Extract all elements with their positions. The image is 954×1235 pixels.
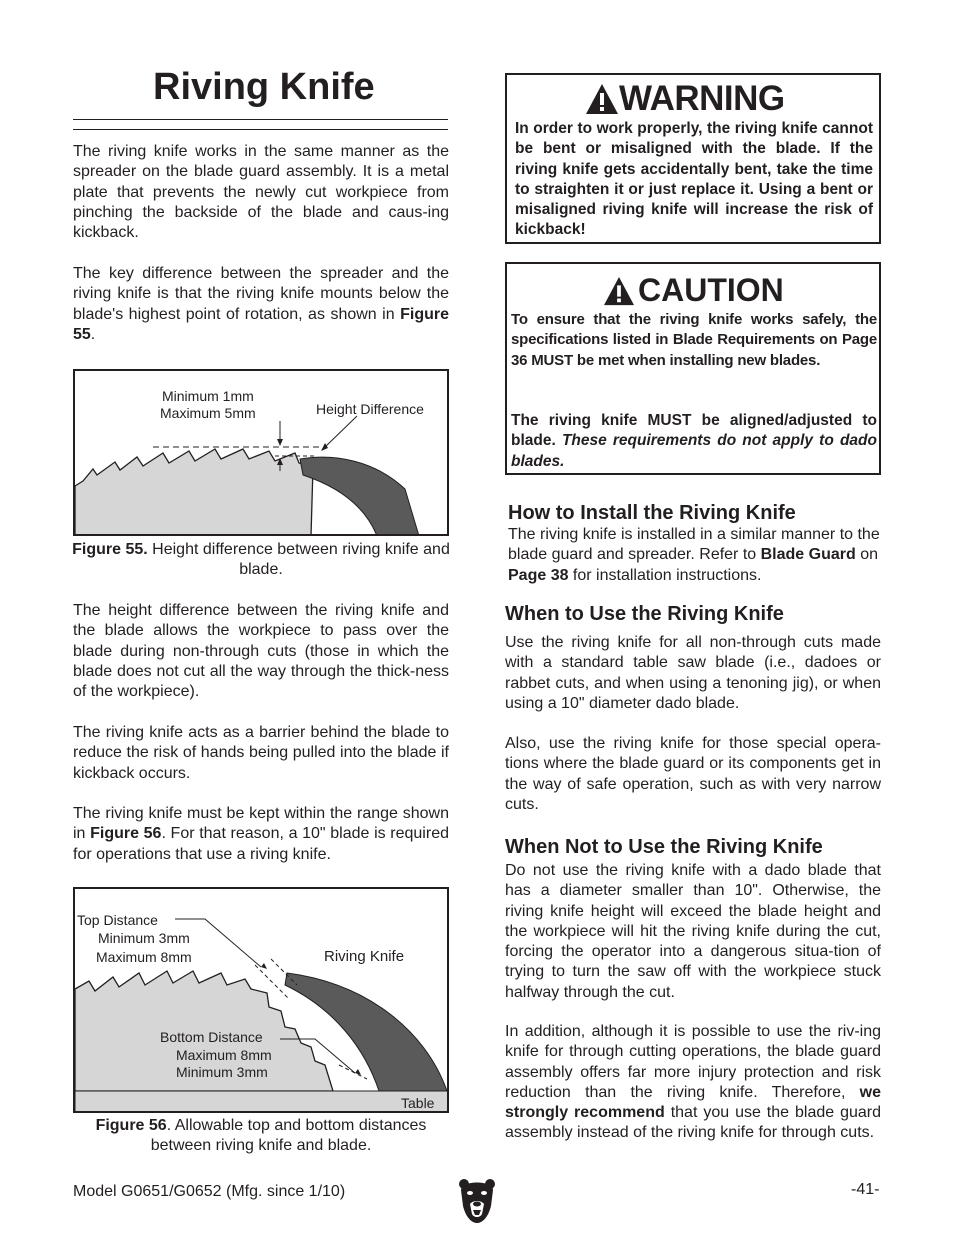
paragraph-when-not-1: Do not use the riving knife with a dado blade that has a diameter smaller than 10". Otherwise, the riving knife height will exceed the blade height and the workpiece will hit the riving knife during the cut, forcing the operator into a dangerous situa-tion of trying to turn the saw off with the workpiece stuck halfway through the cut. <box>505 862 881 1001</box>
arrow-down-icon <box>277 439 283 446</box>
label-maximum-5mm: Maximum 5mm <box>160 405 256 421</box>
label-bottom-maximum: Maximum 8mm <box>176 1047 272 1063</box>
warning-text: In order to work properly, the riving knife cannot be bent or misaligned with the blade. If the riving knife gets accidentally bent, take the time to straighten it or just replace it. Using a bent or misaligned riving knife will increase the risk of kickback! <box>515 120 873 239</box>
dashed-line-bottom <box>339 1065 367 1079</box>
label-top-distance: Top Distance <box>77 912 158 928</box>
leader-line-height <box>323 416 357 449</box>
label-top-minimum: Minimum 3mm <box>98 930 190 946</box>
caution-text-2: The riving knife MUST be aligned/adjusted to blade. These requirements do not apply to dado blades. <box>511 412 877 470</box>
caution-heading: CAUTION <box>603 272 784 309</box>
label-bottom-distance: Bottom Distance <box>160 1029 263 1045</box>
figure-55-reference: Figure 55 <box>73 305 449 343</box>
paragraph-key-difference: The key difference between the spreader and the riving knife is that the riving knife mounts below the blade's highest point of rotation, as shown in Figure 55. <box>73 265 449 343</box>
label-top-maximum: Maximum 8mm <box>96 949 192 965</box>
paragraph-height-difference: The height difference between the riving knife and the blade allows the workpiece to pass over the blade during non-through cuts (those in which the blade does not cut all the way through the thick-ness of the workpiece). <box>73 602 449 701</box>
figure-55 <box>73 369 449 536</box>
title-rule-top <box>73 119 448 120</box>
footer-model: Model G0651/G0652 (Mfg. since 1/10) <box>73 1183 346 1200</box>
label-riving-knife: Riving Knife <box>324 948 405 965</box>
paragraph-intro: The riving knife works in the same manner as the spreader on the blade guard assembly. It is a metal plate that prevents the newly cut workpiece from pinching the backside of the blade and caus-ing kickback. <box>73 143 449 242</box>
paragraph-when-2: Also, use the riving knife for those special opera-tions where the blade guard or its components get in the way of safe operation, such as with very narrow cuts. <box>505 735 881 813</box>
label-height-difference: Height Difference <box>316 401 424 417</box>
paragraph-when-not-2: In addition, although it is possible to use the riv-ing knife for through cutting operations, the blade guard assembly offers far more injury protection and risk reduction than the riving knife. Therefore, we strongly recommend that you use the blade guard assembly instead of the riving knife for through cuts. <box>505 1023 882 1142</box>
bear-logo-icon <box>458 1176 496 1229</box>
section-heading-when: When to Use the Riving Knife <box>505 603 784 625</box>
figure-55-caption: Figure 55. Height difference between riving knife and blade. <box>72 541 450 578</box>
warning-heading: WARNING <box>585 79 785 119</box>
section-heading-when-not: When Not to Use the Riving Knife <box>505 836 823 858</box>
figure-56-caption: Figure 56. Allowable top and bottom distances between riving knife and blade. <box>95 1117 427 1154</box>
table-surface <box>75 1091 449 1113</box>
figure-56 <box>73 887 449 1113</box>
figure-55-drawing <box>75 371 449 536</box>
dashed-line-top-2 <box>271 959 297 985</box>
paragraph-barrier: The riving knife acts as a barrier behind the blade to reduce the risk of hands being pulled into the blade if kickback occurs. <box>73 724 449 782</box>
arrow-height-icon <box>321 443 328 451</box>
saw-blade <box>75 449 313 536</box>
arrow-top-icon <box>261 963 267 969</box>
label-table: Table <box>401 1095 435 1111</box>
warning-triangle-icon <box>603 276 635 306</box>
figure-56-reference: Figure 56 <box>90 825 162 843</box>
paragraph-when-1: Use the riving knife for all non-through cuts made with a standard table saw blade (i.e., dadoes or rabbet cuts, and when using a tenoning jig), or when using a 10" diameter dado blade. <box>505 634 881 712</box>
paragraph-range: The riving knife must be kept within the range shown in Figure 56. For that reason, a 10" blade is required for operations that use a riving knife. <box>73 805 449 863</box>
title-rule-bottom <box>73 129 448 130</box>
page-title: Riving Knife <box>153 66 375 108</box>
riving-knife <box>300 457 419 536</box>
caution-text-1: To ensure that the riving knife works safely, the specifications listed in Blade Requirements on Page 36 MUST be met when installing new blades. <box>511 311 877 369</box>
warning-triangle-icon <box>585 83 619 115</box>
label-minimum-1mm: Minimum 1mm <box>162 388 254 404</box>
section-heading-install: How to Install the Riving Knife <box>508 502 796 524</box>
label-bottom-minimum: Minimum 3mm <box>176 1064 268 1080</box>
warning-box <box>505 73 881 244</box>
page-number: -41- <box>851 1181 880 1198</box>
caution-box <box>505 262 881 475</box>
paragraph-install: The riving knife is installed in a similar manner to the blade guard and spreader. Refer to Blade Guard on Page 38 for installation instructions. <box>508 526 880 584</box>
